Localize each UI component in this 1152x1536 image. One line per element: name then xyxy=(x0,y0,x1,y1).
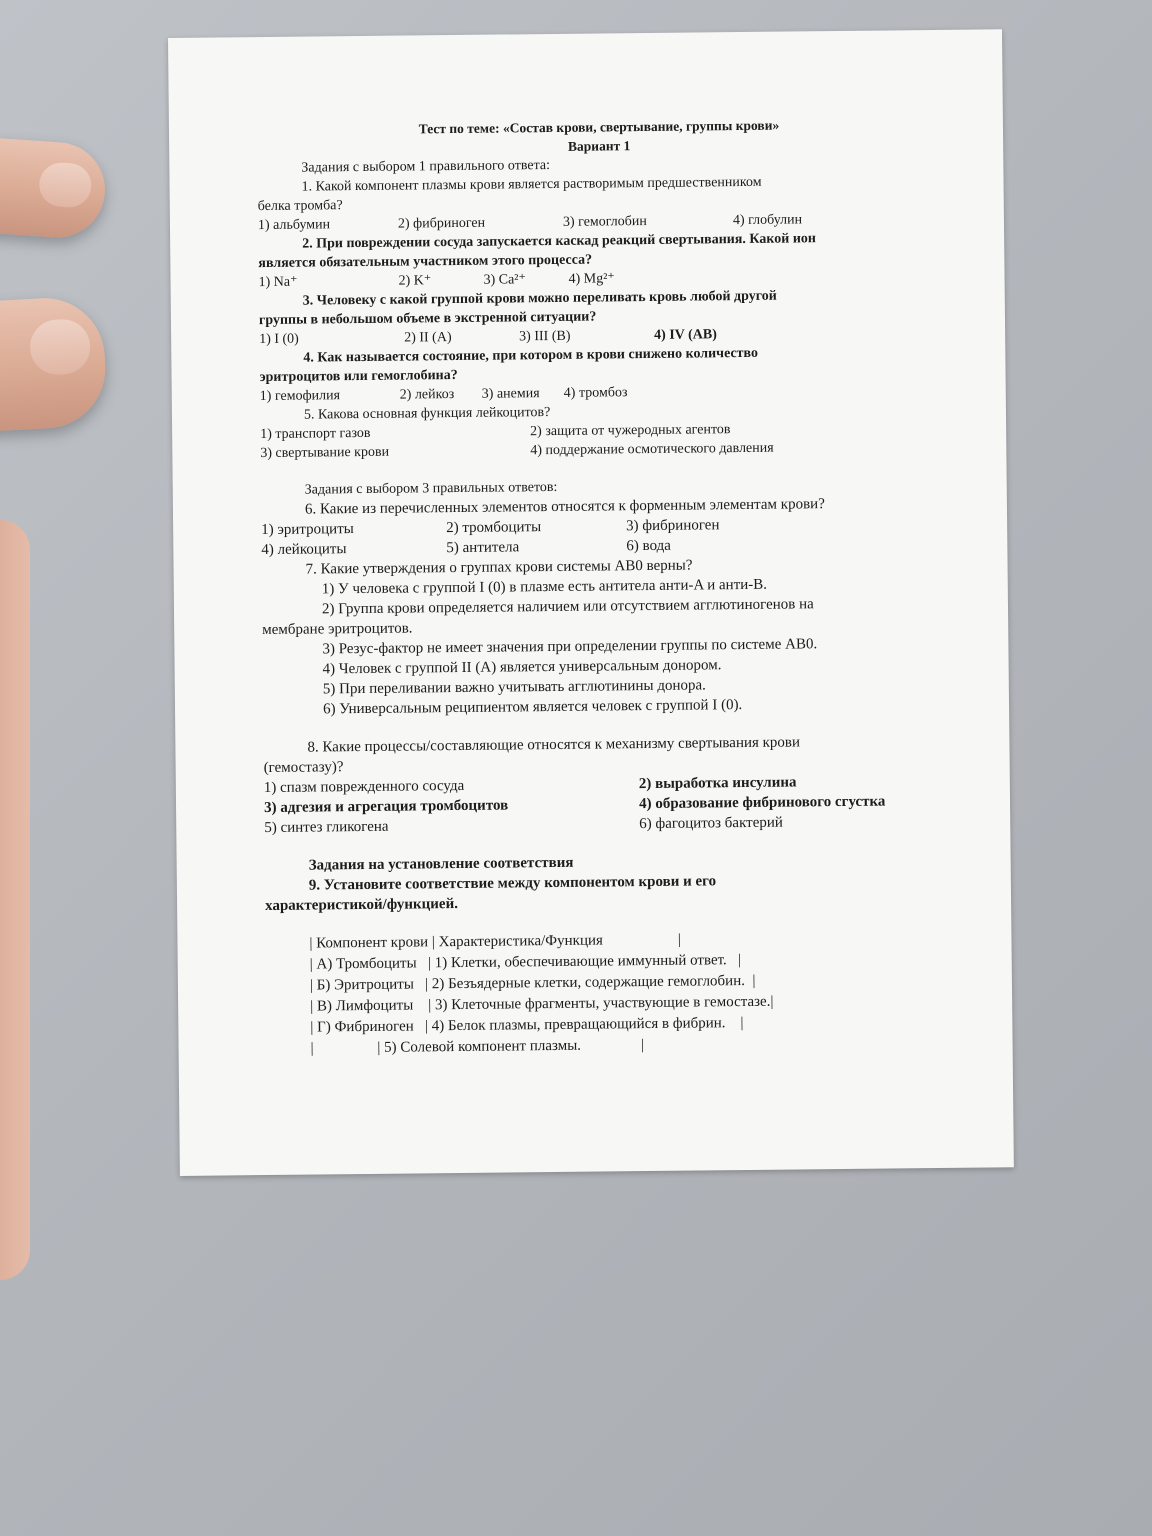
option: 1) спазм поврежденного сосуда xyxy=(263,777,465,797)
option: 4) лейкоциты xyxy=(261,541,347,559)
question-7: 7. Какие утверждения о группах крови системы AB0 верны? xyxy=(305,557,693,578)
question-8: 8. Какие процессы/составляющие относятся к механизму свертывания крови xyxy=(307,734,801,756)
option: 1) I (0) xyxy=(259,331,299,348)
question-3: 3. Человеку с какой группой крови можно переливать кровь любой другой xyxy=(302,288,777,309)
statement: 1) У человека с группой I (0) в плазме есть антитела анти-A и анти-B. xyxy=(321,576,768,598)
option: 5) антитела xyxy=(446,539,520,557)
option: 1) гемофилия xyxy=(259,388,341,405)
option: 4) глобулин xyxy=(732,212,803,229)
question-4-cont: эритроцитов или гемоглобина? xyxy=(259,367,458,386)
section-heading: Задания на установление соответствия xyxy=(308,854,574,874)
option: 2) фибриноген xyxy=(397,215,486,232)
question-9: 9. Установите соответствие между компонентом крови и его xyxy=(308,873,717,894)
option: 4) образование фибринового сгустка xyxy=(638,793,886,813)
option: 3) Ca²⁺ xyxy=(483,272,526,288)
question-9-cont: характеристикой/функцией. xyxy=(265,896,459,915)
hand-edge xyxy=(0,520,30,1280)
thumb-tip xyxy=(0,295,108,435)
test-content xyxy=(257,114,927,1060)
statement-cont: мембране эритроцитов. xyxy=(262,620,413,639)
option: 6) фагоцитоз бактерий xyxy=(639,814,783,833)
statement: 6) Универсальным реципиентом является человек с группой I (0). xyxy=(322,697,743,718)
section-heading: Задания с выбором 1 правильного ответа: xyxy=(301,158,551,176)
option: 4) поддержание осмотического давления xyxy=(530,440,774,459)
table-row: | В) Лимфоциты | 3) Клеточные фрагменты, участвующие в гемостазе.| xyxy=(310,993,774,1015)
option: 6) вода xyxy=(626,537,672,555)
question-3-cont: группы в небольшом объеме в экстренной ситуации? xyxy=(258,309,597,329)
option: 4) Mg²⁺ xyxy=(568,271,615,287)
table-row: | Б) Эритроциты | 2) Безъядерные клетки, содержащие гемоглобин. | xyxy=(309,972,756,994)
question-1-cont: белка тромба? xyxy=(257,198,343,215)
question-4: 4. Как называется состояние, при котором в крови снижено количество xyxy=(303,345,759,366)
thumb-finger xyxy=(0,134,108,240)
test-title: Тест по теме: «Состав крови, свертывание, группы крови» xyxy=(418,117,780,137)
option: 1) транспорт газов xyxy=(260,425,371,443)
option: 4) IV (AB) xyxy=(654,327,717,343)
question-2: 2. При повреждении сосуда запускается каскад реакций свертывания. Какой ион xyxy=(302,231,817,252)
option: 2) выработка инсулина xyxy=(638,774,797,793)
option: 3) III (B) xyxy=(519,328,571,345)
option: 2) защита от чужеродных агентов xyxy=(530,422,731,440)
variant-label: Вариант 1 xyxy=(567,138,631,154)
option: 3) адгезия и агрегация тромбоцитов xyxy=(263,797,509,817)
table-row: | | 5) Солевой компонент плазмы. | xyxy=(310,1037,645,1057)
question-8-cont: (гемостазу)? xyxy=(263,759,344,777)
table-row: | Компонент крови | Характеристика/Функция | xyxy=(309,931,681,952)
option: 2) K⁺ xyxy=(398,273,432,289)
option: 3) фибриноген xyxy=(626,517,720,535)
option: 3) анемия xyxy=(481,386,540,402)
option: 3) гемоглобин xyxy=(562,213,647,230)
statement: 5) При переливании важно учитывать агглютинины донора. xyxy=(322,677,706,698)
option: 2) лейкоз xyxy=(399,387,455,403)
question-1: 1. Какой компонент плазмы крови является растворимым предшественником xyxy=(301,174,762,195)
section-heading: Задания с выбором 3 правильных ответов: xyxy=(304,479,558,498)
option: 2) II (A) xyxy=(404,330,452,346)
option: 5) синтез гликогена xyxy=(264,818,389,837)
statement: 4) Человек с группой II (A) является универсальным донором. xyxy=(322,657,722,678)
statement: 3) Резус-фактор не имеет значения при определении группы по системе AB0. xyxy=(322,636,818,658)
question-5: 5. Какова основная функция лейкоцитов? xyxy=(303,405,551,423)
option: 1) Na⁺ xyxy=(258,274,298,291)
option: 4) тромбоз xyxy=(563,385,628,401)
option: 1) альбумин xyxy=(257,217,331,234)
option: 1) эритроциты xyxy=(261,521,354,539)
option: 2) тромбоциты xyxy=(446,519,542,537)
question-6: 6. Какие из перечисленных элементов относятся к форменным элементам крови? xyxy=(304,496,825,518)
question-2-cont: является обязательным участником этого процесса? xyxy=(258,252,593,272)
matching-table xyxy=(265,927,926,1060)
table-row: | Г) Фибриноген | 4) Белок плазмы, превращающийся в фибрин. | xyxy=(310,1015,744,1036)
fingernail xyxy=(29,318,92,376)
table-row: | А) Тромбоциты | 1) Клетки, обеспечивающие иммунный ответ. | xyxy=(309,952,742,973)
statement: 2) Группа крови определяется наличием или отсутствием агглютиногенов на xyxy=(321,596,814,618)
option: 3) свертывание крови xyxy=(260,444,390,462)
paper-sheet xyxy=(168,29,1014,1176)
fingernail xyxy=(38,161,93,209)
